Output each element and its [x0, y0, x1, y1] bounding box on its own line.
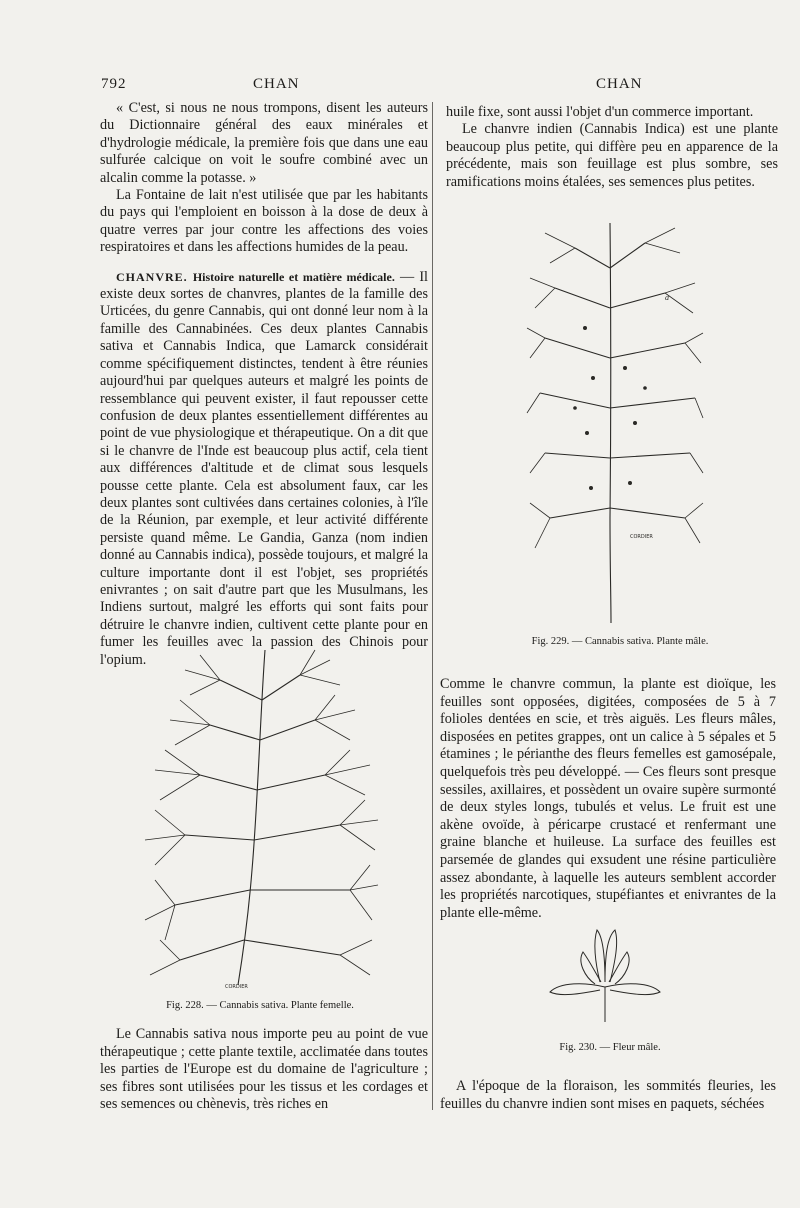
fig229-letter: a	[665, 293, 669, 302]
page-number: 792	[101, 76, 127, 92]
right-column-middle-text	[440, 676, 776, 922]
running-head-left: CHAN	[253, 76, 300, 92]
right-column-text	[446, 104, 778, 191]
quote-paragraph: « C'est, si nous ne nous trompons, disent les auteurs du Dictionnaire général des eaux minérales et d'hydrologie médicale, la première fois que dans une eau sulfurée calcique on voit le soufre combiné avec un alcalin comme la potasse. »	[100, 100, 428, 186]
left-column-bottom-text	[100, 1026, 428, 1114]
entry-headword: CHANVRE.	[116, 269, 188, 284]
indica-paragraph: Le chanvre indien (Cannabis Indica) est une plante beaucoup plus petite, qui diffère peu en apparence de la précédente, mais son feuillage est plus sombre, ses ramifications moins étalées, ses semences plus petites.	[446, 121, 778, 190]
column-divider	[432, 102, 433, 1110]
right-column-bottom-text	[440, 1078, 776, 1113]
fontaine-paragraph: La Fontaine de lait n'est utilisée que par les habitants du pays qui l'emploient en boisson à la dose de deux à quatre verres par jour contre les affections des voies respiratoires et dans les affections humides de la peau.	[100, 187, 428, 256]
huile-paragraph: huile fixe, sont aussi l'objet d'un commerce important.	[446, 104, 754, 120]
sativa-paragraph: Le Cannabis sativa nous importe peu au point de vue thérapeutique ; cette plante textile, acclimatée dans toutes les parties de l'Europe est du domaine de l'agriculture ; ses fibres sont utilisées pour les tissus et les cordages et ses semences ou chènevis, très riches en	[100, 1026, 428, 1113]
fig228-engraver: CORDIER	[225, 984, 248, 990]
floraison-paragraph: A l'époque de la floraison, les sommités fleuries, les feuilles du chanvre indien sont mises en paquets, séchées	[440, 1078, 776, 1112]
description-paragraph: Comme le chanvre commun, la plante est dioïque, les feuilles sont opposées, digitées, composées de 5 à 7 folioles dentées en scie, et très aiguës. Les fleurs mâles, disposées en petites grappes, ont un calice à 5 sépales et 5 étamines ; le périanthe des fleurs femelles est gamosépale, quelquefois très peu développé. — Ces fleurs sont presque sessiles, axillaires, et possèdent un ovaire supère surmonté de deux styles longs, tubulés et velus. Le fruit est une akène ovoïde, à péricarpe crustacé et renfermant une graine blanche et huileuse. La surface des feuilles est parsemée de glandes qui exsudent une résine particulière assez abondante, à laquelle les auteurs semblent accorder les propriétés narcotiques, stupéfiantes et enivrantes de la plante elle-même.	[440, 676, 776, 921]
fig230-male-flower-illustration	[545, 922, 665, 1032]
page-header	[0, 76, 800, 96]
left-column-text	[100, 100, 428, 669]
chanvre-entry	[100, 269, 428, 669]
fig229-engraver: CORDIER	[630, 534, 653, 540]
fig230-caption: Fig. 230. — Fleur mâle.	[559, 1042, 661, 1053]
entry-body: — Il existe deux sortes de chanvres, plantes de la famille des Urticées, du genre Cannabis, qui ont donné leur nom à la famille des Cannabinées. Ces deux plantes Cannabis sativa et Cannabis Indica, que Lamarck considérait comme spécifiquement distinctes, tendent à être réunies aujourd'hui par quelques auteurs et malgré les points de ressemblance qui peuvent exister, il faut repousser cette confusion de deux plantes essentiellement différentes au point de vue physiologique et thérapeutique. On a dit que si le chanvre de l'Inde est beaucoup plus actif, cela tient aux différences d'altitude et de climat sous lesquels pousse cette plante. Cela est absolument faux, car les deux plantes sont cultivées dans certaines colonies, à l'île de la Réunion, par exemple, et leur activité différente persiste quand même. Le Gandia, Ganza (nom indien donné au Cannabis indica), possède toujours, et malgré la culture importante dont il est l'objet, ses propriétés enivrantes ; on sait d'autre part que les Musulmans, les Indiens surtout, malgré les efforts qui sont faits pour détruire le chanvre indien, cultivent cette plante pour en fumer les feuilles avec la passion des Chinois pour l'opium.	[100, 268, 429, 668]
fig228-caption: Fig. 228. — Cannabis sativa. Plante femelle.	[166, 1000, 354, 1011]
running-head-right: CHAN	[596, 76, 643, 92]
fig229-male-plant-illustration	[525, 218, 705, 628]
entry-subtitle: Histoire naturelle et matière médicale.	[192, 269, 395, 284]
fig228-female-plant-illustration	[140, 640, 380, 990]
fig229-caption: Fig. 229. — Cannabis sativa. Plante mâle.	[531, 636, 709, 647]
